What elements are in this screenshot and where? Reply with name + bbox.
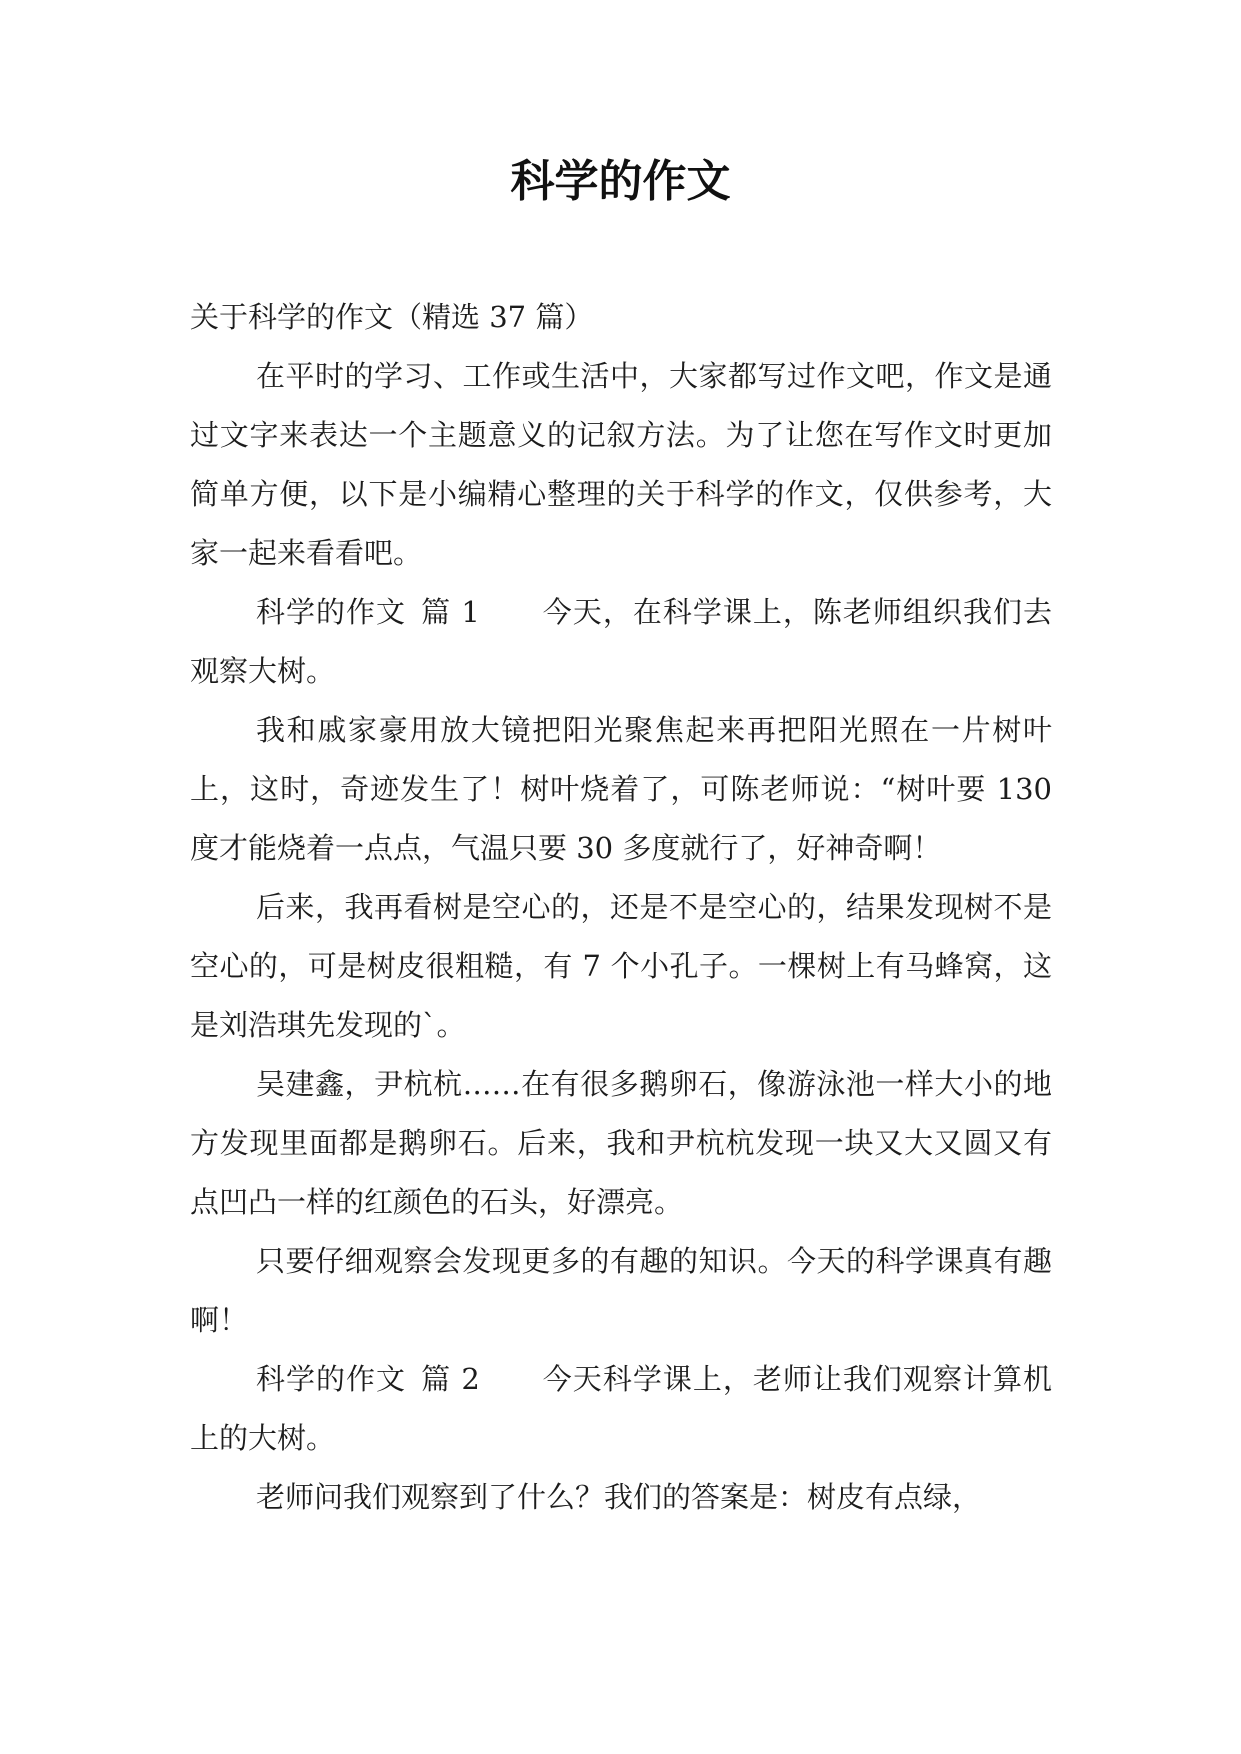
document-title: 科学的作文	[510, 156, 731, 207]
essay-2-number: 篇 2	[420, 1362, 480, 1396]
document-body	[190, 288, 1052, 1527]
essay-1-heading: 科学的作文	[256, 595, 407, 629]
document-subtitle: 关于科学的作文（精选 37 篇）	[190, 300, 594, 334]
intro-paragraph: 在平时的学习、工作或生活中，大家都写过作文吧，作文是通过文字来表达一个主题意义的记叙方法。为了让您在写作文时更加简单方便，以下是小编精心整理的关于科学的作文，仅供参考，大家一起来看看吧。	[190, 359, 1052, 570]
essay-1-opening: 今天，在科学课上，陈老师组织我们去观察大树。	[190, 595, 1052, 688]
essay-2-opening: 今天科学课上，老师让我们观察计算机上的大树。	[190, 1362, 1052, 1455]
essay-1-paragraph: 我和戚家豪用放大镜把阳光聚焦起来再把阳光照在一片树叶上，这时，奇迹发生了！树叶烧着了，可陈老师说：“树叶要 130 度才能烧着一点点，气温只要 30 多度就行了，好神奇啊！	[190, 713, 1052, 865]
essay-1-number: 篇 1	[420, 595, 480, 629]
essay-1-paragraph: 吴建鑫，尹杭杭……在有很多鹅卵石，像游泳池一样大小的地方发现里面都是鹅卵石。后来，我和尹杭杭发现一块又大又圆又有点凹凸一样的红颜色的石头，好漂亮。	[190, 1067, 1052, 1219]
essay-2-paragraph: 老师问我们观察到了什么？我们的答案是：树皮有点绿，	[256, 1480, 982, 1514]
essay-1-heading-paragraph	[190, 583, 1052, 701]
essay-2-heading-paragraph	[190, 1350, 1052, 1468]
essay-1-paragraph: 后来，我再看树是空心的，还是不是空心的，结果发现树不是空心的，可是树皮很粗糙，有 7 个小孔子。一棵树上有马蜂窝，这是刘浩琪先发现的`。	[190, 890, 1052, 1042]
essay-2-heading: 科学的作文	[256, 1362, 407, 1396]
essay-1-paragraph: 只要仔细观察会发现更多的有趣的知识。今天的科学课真有趣啊！	[190, 1244, 1052, 1337]
